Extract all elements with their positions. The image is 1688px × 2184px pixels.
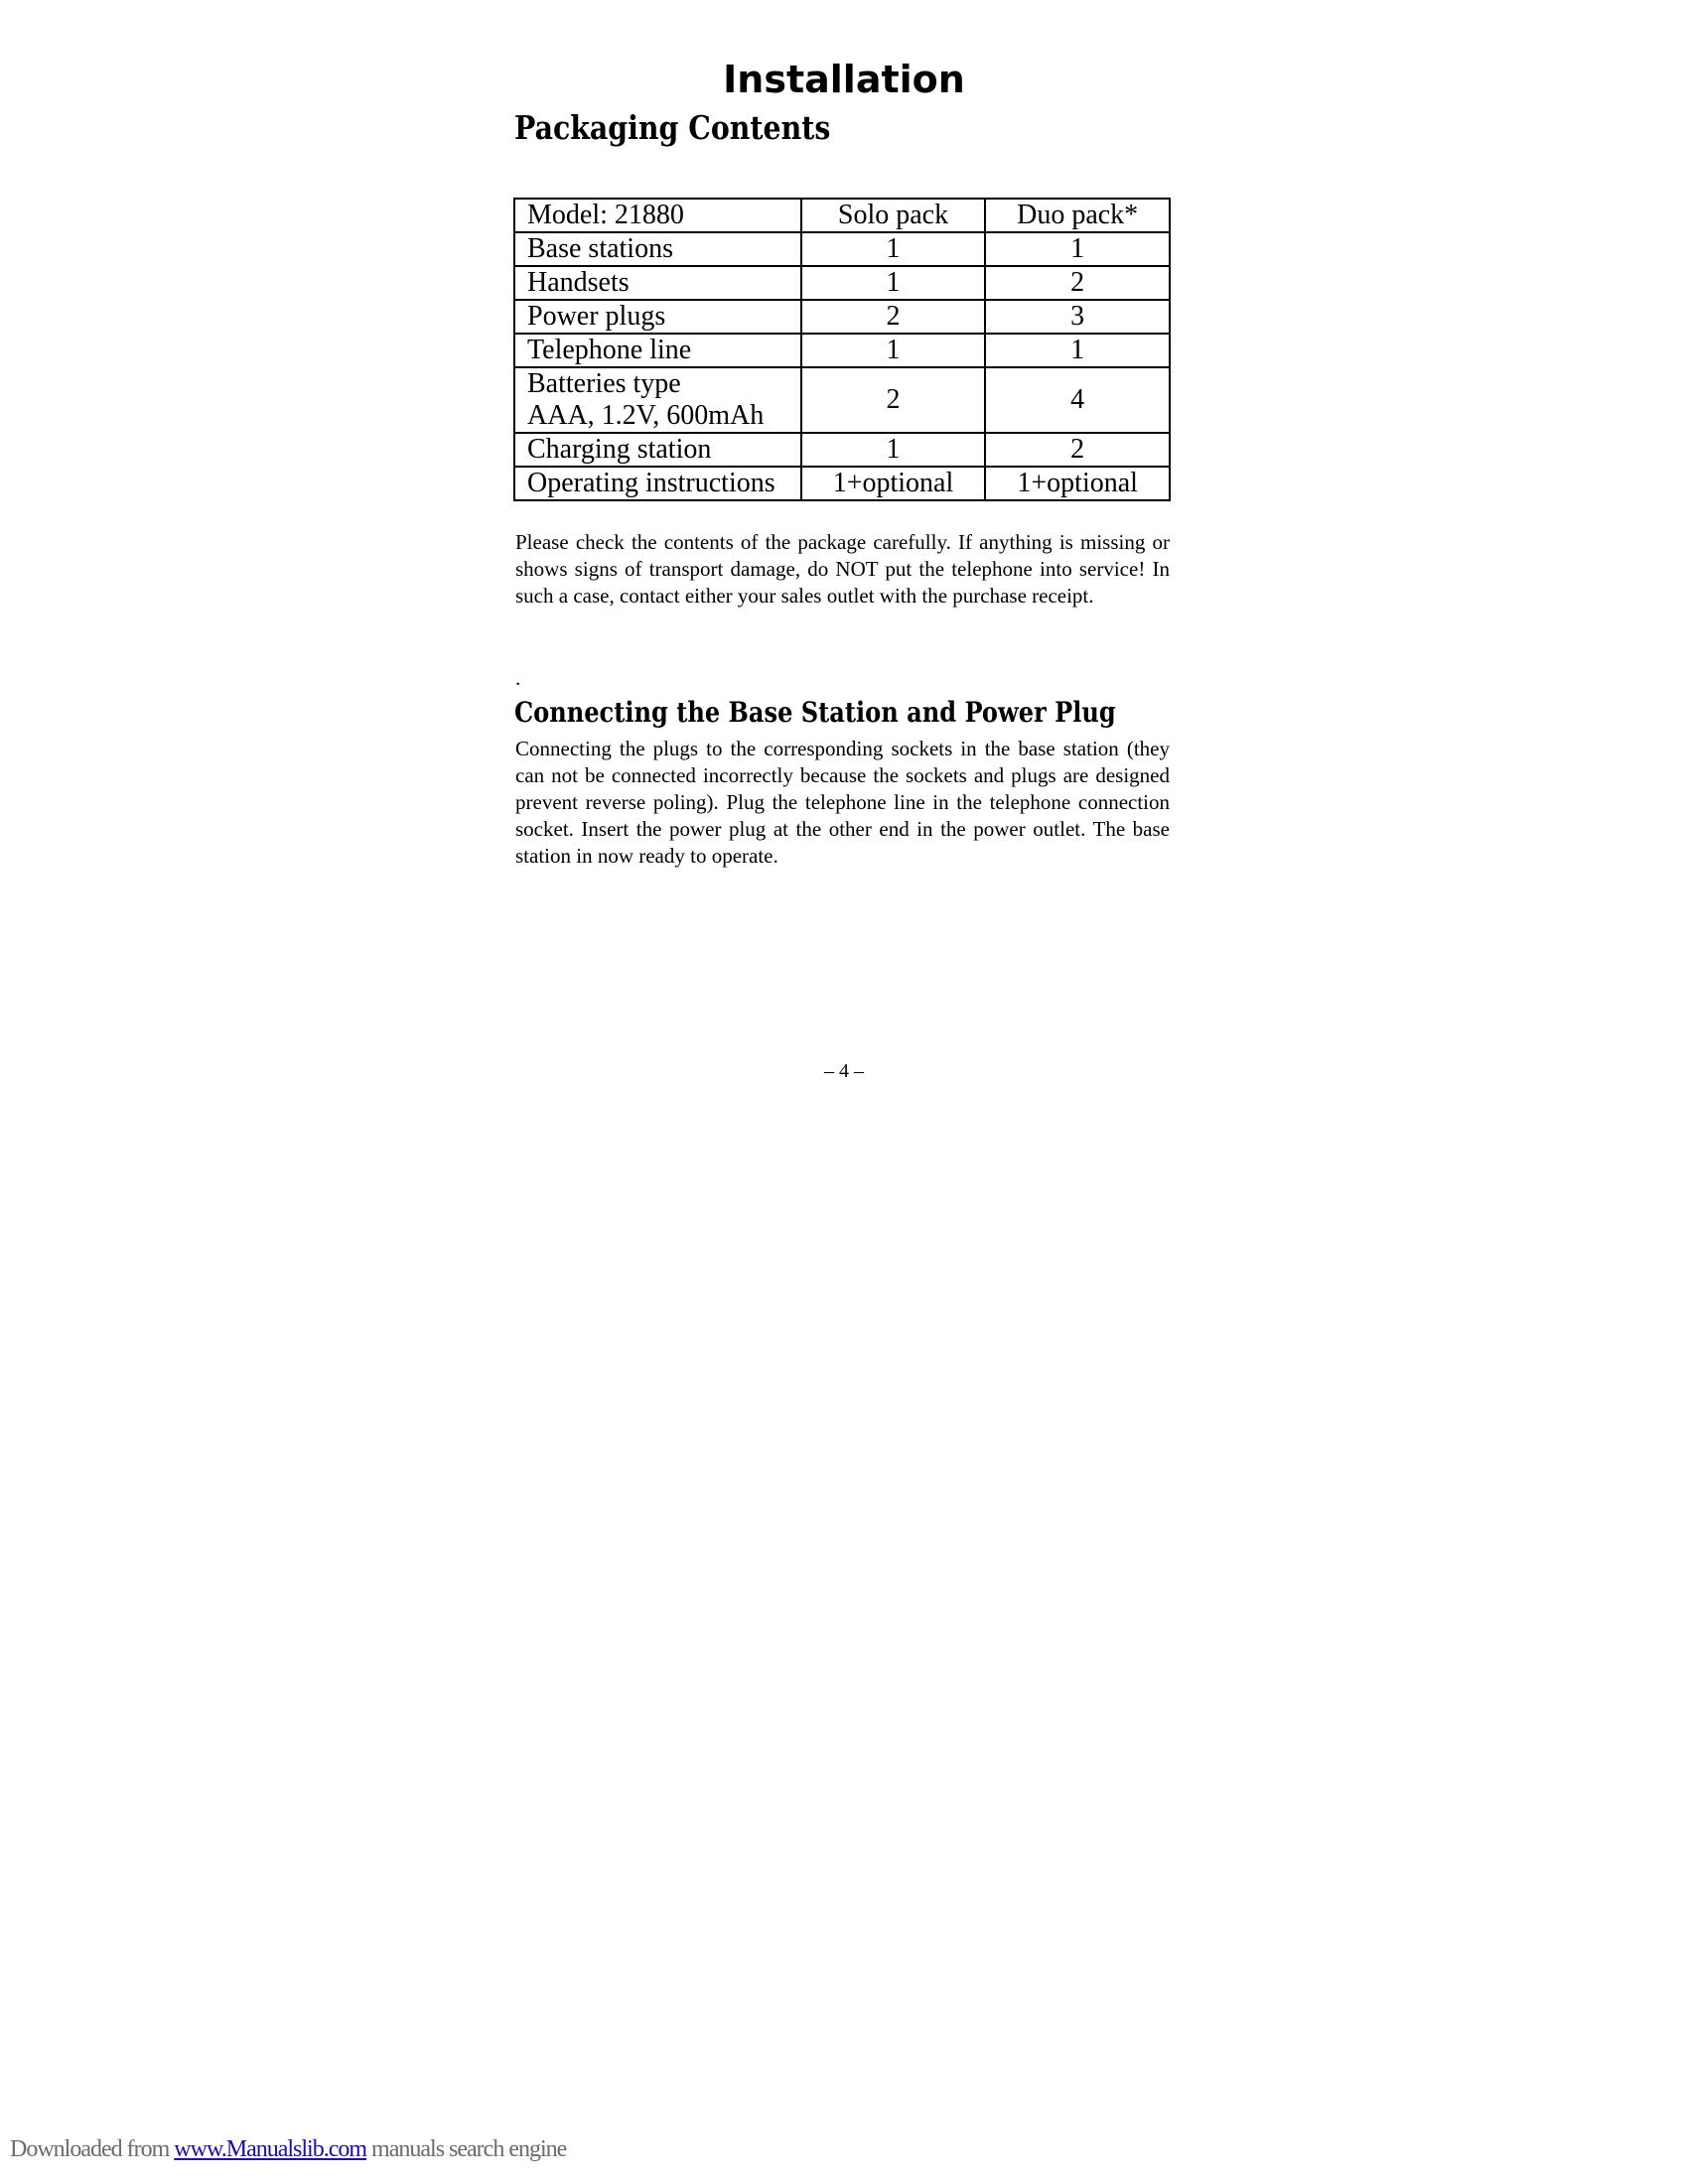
duo-cell: 2 xyxy=(985,266,1170,300)
duo-cell: 2 xyxy=(985,433,1170,467)
item-cell xyxy=(514,367,801,433)
item-cell-line: AAA, 1.2V, 600mAh xyxy=(527,400,765,431)
stray-period: . xyxy=(515,666,521,690)
item-cell: Handsets xyxy=(514,266,801,300)
table-row xyxy=(514,300,1170,334)
duo-cell: 4 xyxy=(985,367,1170,433)
packaging-contents-table xyxy=(513,198,1171,501)
page-title: Installation xyxy=(723,58,965,101)
packaging-contents-heading: Packaging Contents xyxy=(514,108,831,147)
item-cell: Power plugs xyxy=(514,300,801,334)
solo-cell: 1 xyxy=(801,232,986,266)
solo-cell: 1+optional xyxy=(801,467,986,500)
table-row xyxy=(514,433,1170,467)
header-cell-solo-pack: Solo pack xyxy=(801,199,986,232)
table-row xyxy=(514,467,1170,500)
item-cell: Telephone line xyxy=(514,334,801,367)
item-cell-line: Batteries type xyxy=(527,368,681,399)
item-cell: Charging station xyxy=(514,433,801,467)
table-row xyxy=(514,266,1170,300)
footer-prefix: Downloaded from xyxy=(10,2136,175,2162)
connecting-instructions: Connecting the plugs to the corresponding sockets in the base station (they can not be connected incorrectly because the sockets and plugs are designed prevent reverse poling). Plug the telephone line in the telephone connection socket. Insert the power plug at the other end in the power outlet. The base station in now ready to operate. xyxy=(515,737,1170,868)
package-check-note: Please check the contents of the package carefully. If anything is missing or shows signs of transport damage, do NOT put the telephone into service! In such a case, contact either your sales outlet with the purchase receipt. xyxy=(515,530,1170,608)
duo-cell: 1+optional xyxy=(985,467,1170,500)
duo-cell: 3 xyxy=(985,300,1170,334)
header-cell-model: Model: 21880 xyxy=(514,199,801,232)
header-cell-duo-pack: Duo pack* xyxy=(985,199,1170,232)
connecting-base-station-heading: Connecting the Base Station and Power Plug xyxy=(514,696,1116,729)
solo-cell: 2 xyxy=(801,367,986,433)
item-cell: Operating instructions xyxy=(514,467,801,500)
solo-cell: 1 xyxy=(801,266,986,300)
manualslib-link[interactable]: www.Manualslib.com xyxy=(174,2136,367,2162)
duo-cell: 1 xyxy=(985,232,1170,266)
table-header-row xyxy=(514,199,1170,232)
item-cell: Base stations xyxy=(514,232,801,266)
solo-cell: 1 xyxy=(801,433,986,467)
footer-suffix: manuals search engine xyxy=(366,2136,567,2162)
table-row xyxy=(514,232,1170,266)
solo-cell: 2 xyxy=(801,300,986,334)
table-row xyxy=(514,367,1170,433)
duo-cell: 1 xyxy=(985,334,1170,367)
solo-cell: 1 xyxy=(801,334,986,367)
download-footer xyxy=(10,2134,566,2164)
page-number: – 4 – xyxy=(824,1060,864,1082)
table-row xyxy=(514,334,1170,367)
